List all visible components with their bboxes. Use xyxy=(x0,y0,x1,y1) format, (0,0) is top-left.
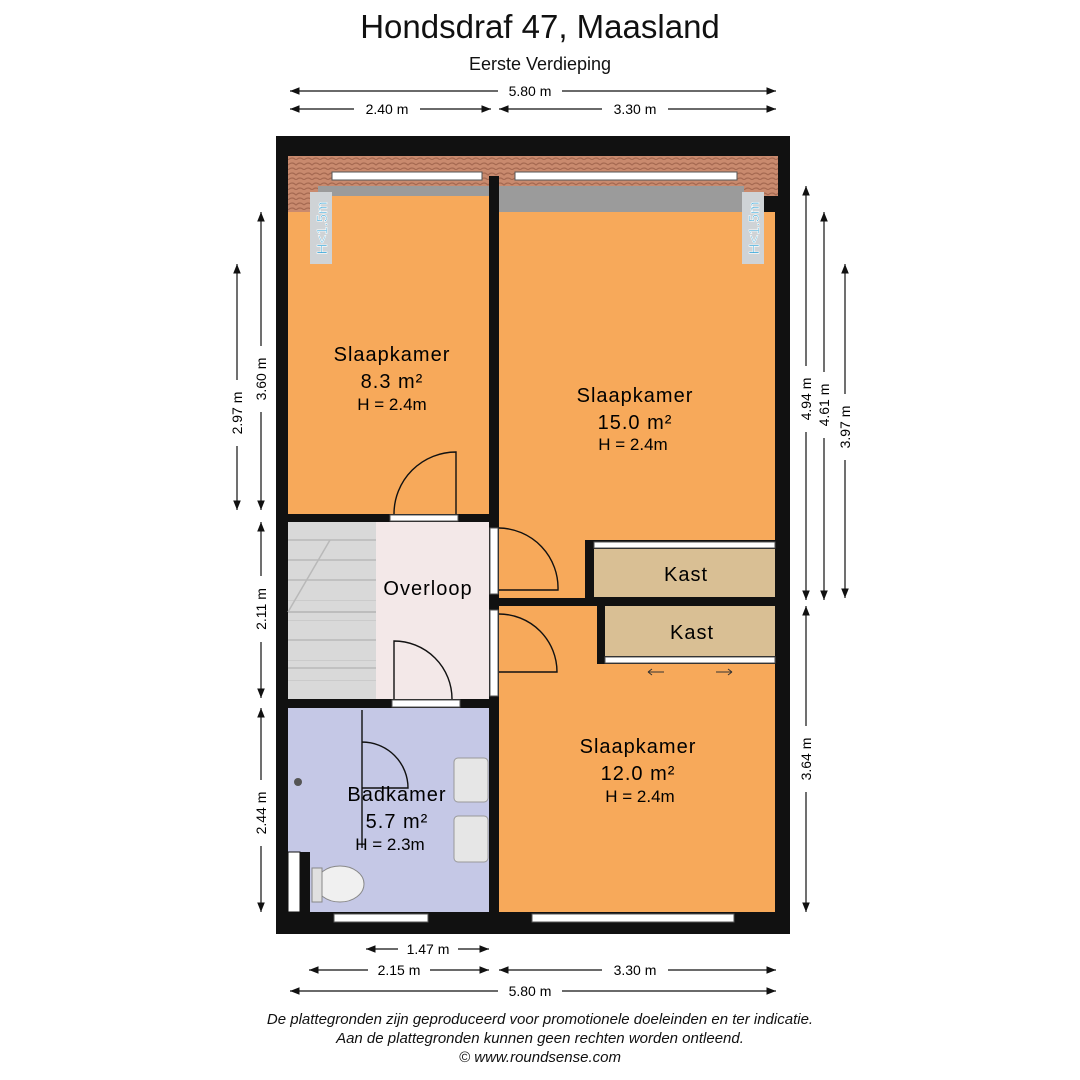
kast-1-sliding-door xyxy=(594,542,775,548)
dim-bottom-total: 5.80 m xyxy=(508,983,552,999)
room-height-slaapkamer-2: H = 2.4m xyxy=(598,435,668,454)
room-label-kast-1: Kast xyxy=(663,564,709,586)
room-slaapkamer-3-upper xyxy=(499,606,597,664)
dim-right-1: 4.94 m xyxy=(798,377,814,421)
room-area-badkamer: 5.7 m² xyxy=(365,811,429,833)
toilet-icon xyxy=(316,866,364,902)
kast-2-sliding-door xyxy=(605,657,775,663)
dim-bottom-left: 2.15 m xyxy=(377,962,421,978)
window-top-right xyxy=(515,172,737,180)
wall-shower-post xyxy=(300,852,310,912)
dim-right-bottom: 3.64 m xyxy=(798,737,814,781)
page-title: Hondsdraf 47, Maasland xyxy=(360,8,720,45)
dim-left-inner-top: 3.60 m xyxy=(253,357,269,401)
room-area-slaapkamer-2: 15.0 m² xyxy=(597,412,673,434)
room-area-slaapkamer-3: 12.0 m² xyxy=(600,763,676,785)
copyright: © www.roundsense.com xyxy=(459,1049,621,1066)
dim-top-total: 5.80 m xyxy=(508,83,552,99)
dim-right-3: 3.97 m xyxy=(837,405,853,449)
room-height-slaapkamer-1: H = 2.4m xyxy=(357,395,427,414)
door-opening-slaapkamer-2 xyxy=(490,528,498,594)
room-height-badkamer: H = 2.3m xyxy=(355,835,425,854)
disclaimer-line-2: Aan de plattegronden kunnen geen rechten worden ontleend. xyxy=(336,1030,744,1047)
room-height-slaapkamer-3: H = 2.4m xyxy=(605,787,675,806)
door-opening-slaapkamer-3 xyxy=(490,610,498,696)
low-height-marker-right: H<1.5m xyxy=(746,201,763,255)
disclaimer-line-1: De plattegronden zijn geproduceerd voor promotionele doeleinden en ter indicatie. xyxy=(266,1011,814,1028)
badkamer-corner-wall xyxy=(288,852,300,912)
toilet-tank xyxy=(312,868,322,902)
wall-horizontal-1 xyxy=(288,514,490,522)
dim-bottom-right: 3.30 m xyxy=(613,962,657,978)
room-label-kast-2: Kast xyxy=(669,622,715,644)
room-overloop xyxy=(376,522,490,699)
slope-zone-right xyxy=(499,186,744,212)
room-area-slaapkamer-1: 8.3 m² xyxy=(360,371,424,393)
wall-kast-left-2 xyxy=(597,600,605,664)
dim-top-left: 2.40 m xyxy=(365,101,409,117)
window-bottom-left xyxy=(334,914,428,922)
room-label-slaapkamer-3: Slaapkamer xyxy=(579,736,697,758)
dim-bottom-inner: 1.47 m xyxy=(406,941,450,957)
window-top-left xyxy=(332,172,482,180)
dim-top-right: 3.30 m xyxy=(613,101,657,117)
door-opening-badkamer xyxy=(392,700,460,707)
room-label-slaapkamer-2: Slaapkamer xyxy=(576,385,694,407)
sink-upper xyxy=(454,758,488,802)
dim-left-outer-top: 2.97 m xyxy=(229,391,245,435)
dim-left-bottom: 2.44 m xyxy=(253,791,269,835)
room-slaapkamer-1-nook xyxy=(318,196,490,212)
stairs xyxy=(288,522,376,699)
dim-left-mid: 2.11 m xyxy=(253,588,269,630)
low-height-marker-left: H<1.5m xyxy=(314,201,331,255)
door-opening-slaapkamer-1 xyxy=(390,515,458,521)
room-label-overloop: Overloop xyxy=(383,578,473,600)
page-subtitle: Eerste Verdieping xyxy=(468,54,612,74)
window-bottom-right xyxy=(532,914,734,922)
sink-lower xyxy=(454,816,488,862)
dim-right-2: 4.61 m xyxy=(816,383,832,427)
room-slaapkamer-2 xyxy=(499,212,775,540)
shower-tap-icon xyxy=(294,778,302,786)
room-label-badkamer: Badkamer xyxy=(347,784,447,806)
room-label-slaapkamer-1: Slaapkamer xyxy=(333,344,451,366)
